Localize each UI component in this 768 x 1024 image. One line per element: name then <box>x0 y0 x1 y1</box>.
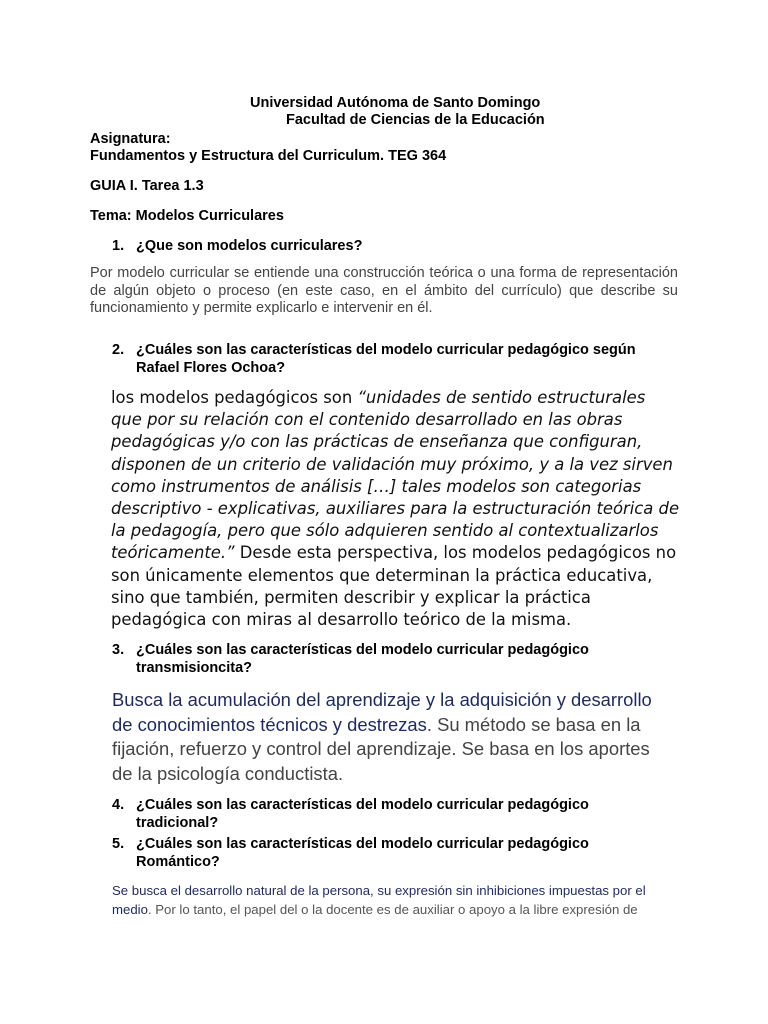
university-name: Universidad Autónoma de Santo Domingo <box>250 95 541 111</box>
question-text: ¿Que son modelos curriculares? <box>136 238 363 254</box>
question-number: 4. <box>112 797 125 813</box>
answer-5-rest: . Por lo tanto, el papel del o la docente es de auxiliar o apoyo a la libre expresión de <box>147 901 638 917</box>
question-3 <box>112 641 672 677</box>
answer-2-intro: los modelos pedagógicos son <box>111 388 358 407</box>
question-number: 2. <box>112 342 125 358</box>
answer-5-highlight: Se busca el desarrollo natural de la persona, su expresión sin inhibiciones impuestas por el medio <box>112 883 646 917</box>
question-text: ¿Cuáles son las características del modelo curricular pedagógico tradicional? <box>136 797 589 831</box>
answer-2-rest: Desde esta perspectiva, los modelos pedagógicos no son únicamente elementos que determinan la práctica educativa, sino que también, permiten describir y explicar la práctica pedagógica con miras al desarrollo teórico de la misma. <box>111 543 677 630</box>
question-text: ¿Cuáles son las características del modelo curricular pedagógico Romántico? <box>136 836 589 870</box>
faculty-name: Facultad de Ciencias de la Educación <box>286 112 545 128</box>
question-1 <box>112 237 672 255</box>
subject-name: Fundamentos y Estructura del Curriculum. TEG 364 <box>90 148 447 164</box>
answer-2-quote: “unidades de sentido estructurales que por su relación con el contenido desarrollado en las obras pedagógicas y/o con las prácticas de enseñanza que configuran, disponen de un criterio de validación muy próximo, y a la vez sirven como instrumentos de análisis […] tales modelos son categorias descriptivo - explicativas, auxiliares para la estructuración teórica de la pedagogía, pero que sólo adquieren sentido al contextualizarlos teóricamente.” <box>111 388 680 563</box>
question-number: 5. <box>112 836 125 852</box>
answer-1-paragraph: Por modelo curricular se entiende una construcción teórica o una forma de representación de algún objeto o proceso (en este caso, en el ámbito del currículo) que describe su funcionamiento y permite explicarlo e intervenir en él. <box>90 265 678 316</box>
question-4 <box>112 796 672 832</box>
answer-5-paragraph <box>112 882 680 919</box>
answer-3-highlight: Busca la acumulación del aprendizaje y la adquisición y desarrollo de conocimientos técnicos y destrezas <box>112 689 652 735</box>
answer-3-rest: . Su método se basa en la fijación, refuerzo y control del aprendizaje. Se basa en los aportes de la psicología conductista. <box>112 713 650 784</box>
answer-2-paragraph <box>111 387 681 631</box>
answer-3-paragraph <box>112 688 672 786</box>
question-text: ¿Cuáles son las características del modelo curricular pedagógico según Rafael Flores Ochoa? <box>136 342 636 376</box>
question-number: 1. <box>112 238 125 254</box>
question-number: 3. <box>112 642 125 658</box>
question-2 <box>112 341 672 377</box>
subject-label: Asignatura: <box>90 131 171 147</box>
question-text: ¿Cuáles son las características del modelo curricular pedagógico transmisioncita? <box>136 642 589 676</box>
question-5 <box>112 835 672 871</box>
topic-title: Tema: Modelos Curriculares <box>90 208 284 224</box>
guide-title: GUIA I. Tarea 1.3 <box>90 178 204 194</box>
